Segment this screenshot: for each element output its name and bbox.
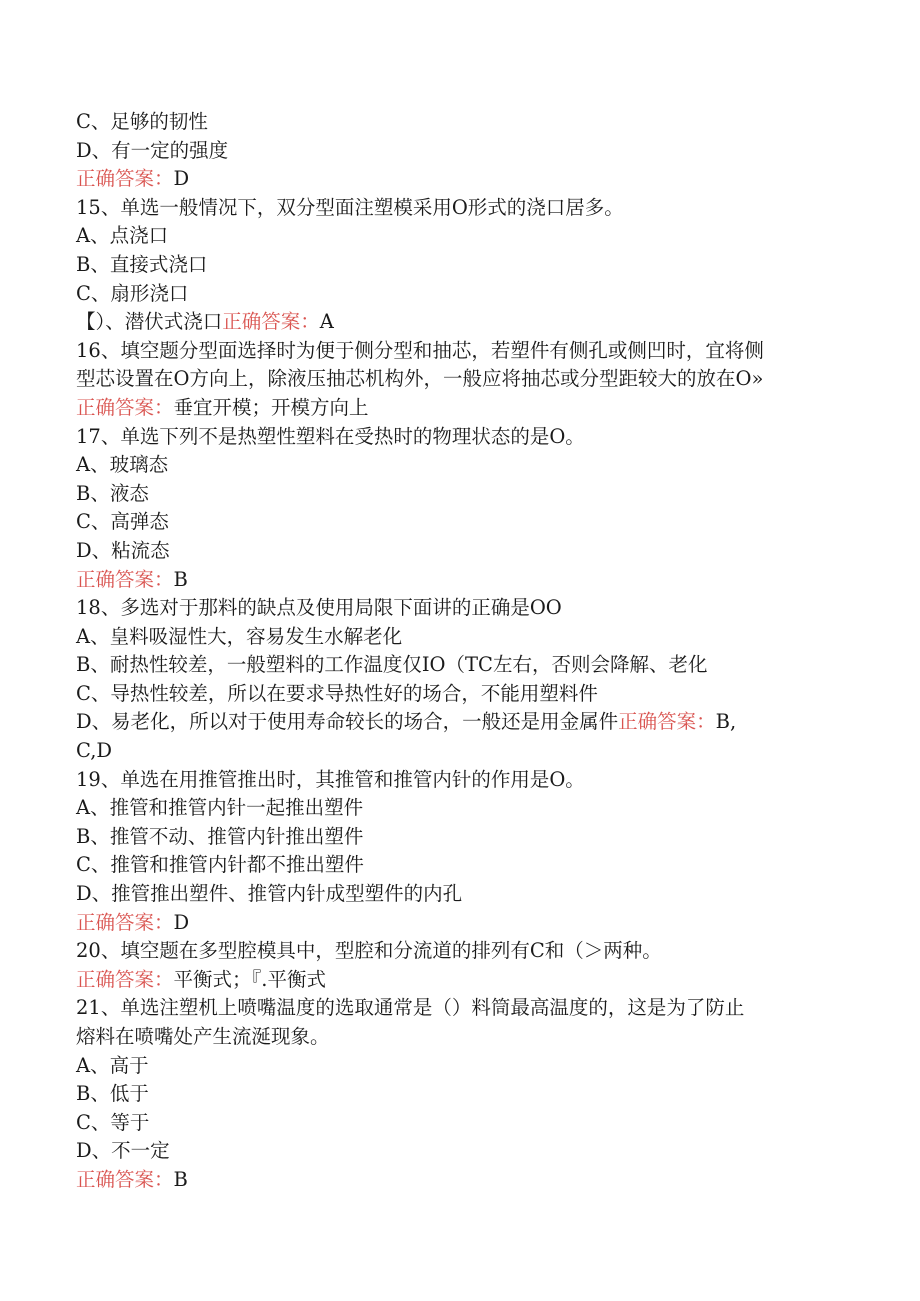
- answer-label: 正确答案：: [222, 310, 320, 334]
- option-line: C、高弹态: [76, 510, 169, 534]
- option-line: B、耐热性较差，一般塑料的工作温度仅IO（TC左右，否则会降解、老化: [76, 653, 708, 677]
- answer-value: B: [173, 1167, 188, 1191]
- option-line: B、低于: [76, 1082, 149, 1106]
- option-line: B、直接式浇口: [76, 252, 208, 276]
- option-with-answer-line: [76, 308, 846, 337]
- option-line: D、粘流态: [76, 538, 170, 562]
- answer-label: 正确答案：: [76, 395, 174, 419]
- option-line: C、导热性较差，所以在要求导热性好的场合，不能用塑料件: [76, 681, 598, 705]
- option-line: A、玻璃态: [76, 453, 169, 477]
- answer-label: 正确答案：: [76, 167, 174, 191]
- question-line: 型芯设置在O方向上，除液压抽芯机构外，一般应将抽芯或分型距较大的放在O»: [76, 367, 764, 391]
- option-line: C、等于: [76, 1110, 150, 1134]
- answer-label: 正确答案：: [76, 1167, 174, 1191]
- answer-value: 垂宜开模；开模方向上: [173, 395, 369, 419]
- option-text: D、易老化，所以对于使用寿命较长的场合，一般还是用金属件: [76, 710, 619, 734]
- answer-label: 正确答案：: [76, 567, 174, 591]
- answer-label: 正确答案：: [618, 710, 716, 734]
- answer-value: D: [173, 167, 190, 191]
- answer-line: [76, 165, 846, 194]
- question-line: 21、单选注塑机上喷嘴温度的选取通常是（）料筒最高温度的，这是为了防止: [76, 996, 745, 1020]
- answer-line: [76, 909, 846, 938]
- answer-value: B: [173, 567, 188, 591]
- option-line: C、推管和推管内针都不推出塑件: [76, 853, 364, 877]
- option-line: C、扇形浇口: [76, 281, 189, 305]
- document-page: [76, 108, 846, 1195]
- option-line: D、不一定: [76, 1139, 170, 1163]
- answer-line: [76, 566, 846, 595]
- answer-line: [76, 966, 846, 995]
- question-line: 18、多选对于那料的缺点及使用局限下面讲的正确是OO: [76, 596, 562, 620]
- answer-label: 正确答案：: [76, 967, 174, 991]
- option-line: C、足够的韧性: [76, 110, 208, 133]
- option-line: D、有一定的强度: [76, 138, 229, 162]
- option-line: B、推管不动、推管内针推出塑件: [76, 824, 364, 848]
- answer-value: A: [319, 310, 334, 334]
- option-line: C,D: [76, 739, 113, 763]
- option-text: 【）、潜伏式浇口: [76, 310, 223, 334]
- answer-value: B,: [715, 710, 737, 734]
- option-line: A、皇料吸湿性大，容易发生水解老化: [76, 624, 403, 648]
- answer-value: D: [173, 910, 190, 934]
- answer-value: 平衡式；『.平衡式: [173, 967, 326, 991]
- question-line: 19、单选在用推管推出时，其推管和推管内针的作用是O。: [76, 767, 585, 791]
- question-line: 17、单选下列不是热塑性塑料在受热时的物理状态的是O。: [76, 424, 585, 448]
- question-line: 20、填空题在多型腔模具中，型腔和分流道的排列有C和（＞两种。: [76, 939, 662, 963]
- answer-line: [76, 394, 846, 423]
- answer-line: [76, 1166, 846, 1195]
- question-line: 15、单选一般情况下，双分型面注塑模采用O形式的浇口居多。: [76, 195, 624, 219]
- option-line: A、点浇口: [76, 224, 169, 248]
- answer-label: 正确答案：: [76, 910, 174, 934]
- option-with-answer-line: [76, 708, 846, 737]
- question-line: 16、填空题分型面选择时为便于侧分型和抽芯，若塑件有侧孔或侧凹时，宜将侧: [76, 338, 764, 362]
- option-line: B、液态: [76, 481, 149, 505]
- option-line: A、推管和推管内针一起推出塑件: [76, 796, 364, 820]
- question-line: 熔料在喷嘴处产生流涎现象。: [76, 1025, 330, 1048]
- option-line: D、推管推出塑件、推管内针成型塑件的内孔: [76, 882, 463, 906]
- option-line: A、高于: [76, 1053, 149, 1077]
